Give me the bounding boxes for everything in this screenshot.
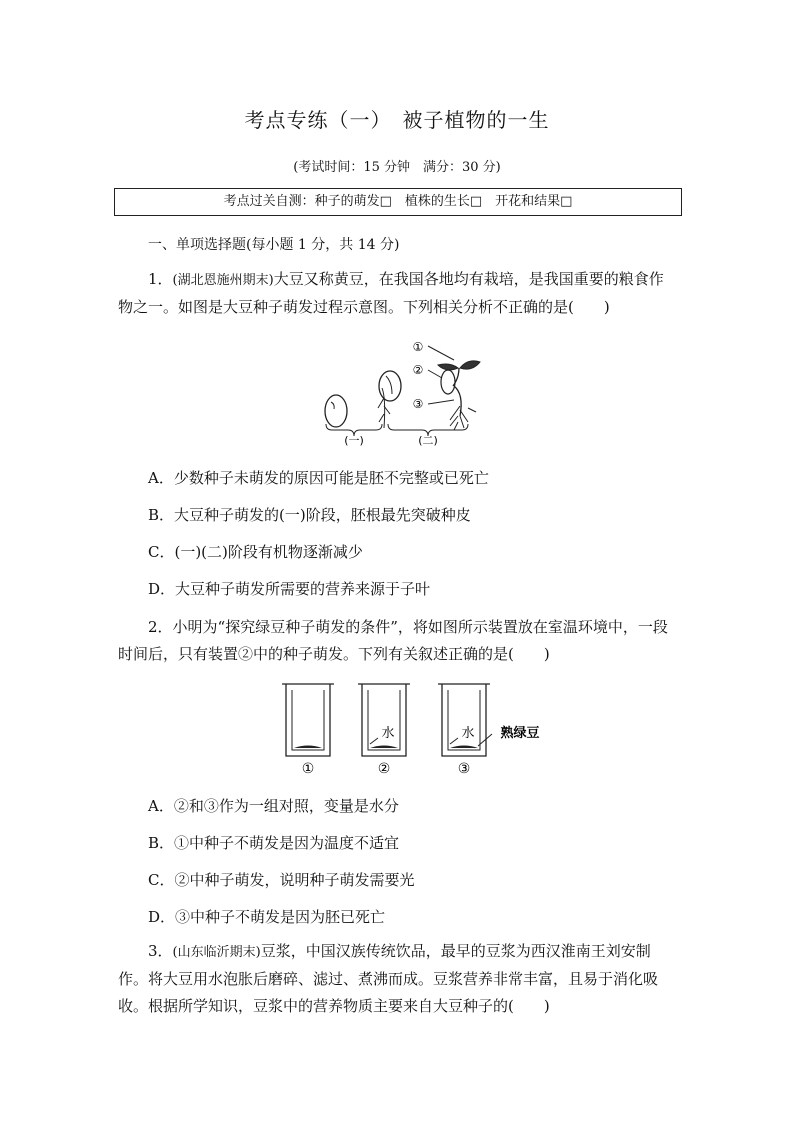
beaker-label-1: ① xyxy=(301,761,315,777)
question-number: 1． xyxy=(148,270,173,288)
seeds-2 xyxy=(370,746,398,749)
pointer-2 xyxy=(428,370,442,378)
cotyledon xyxy=(441,370,455,394)
seeds-3 xyxy=(450,746,478,749)
section-heading: 一、单项选择题(每小题 1 分，共 14 分) xyxy=(148,237,400,253)
germinating-seed xyxy=(379,371,401,401)
seed-shape xyxy=(325,395,347,427)
exam-info: (考试时间：15 分钟 满分：30 分) xyxy=(293,160,501,175)
question-source: (山东临沂期末) xyxy=(172,945,261,960)
q2-option-a: A．②和③作为一组对照，变量是水分 xyxy=(148,797,399,815)
marker-1: ① xyxy=(412,340,424,354)
leaf-right xyxy=(460,361,480,369)
hypocotyl xyxy=(454,386,461,416)
beaker-2 xyxy=(358,684,410,756)
beaker-3 xyxy=(438,684,492,756)
question-stem: 小明为“探究绿豆种子萌发的条件”，将如图所示装置放在室温环境中，一段时间后，只有装置②中的种子萌发。下列有关叙述正确的是( ) xyxy=(118,618,668,663)
question-source: (湖北恩施州期末) xyxy=(172,273,274,288)
question-number: 3． xyxy=(148,942,173,960)
radicle-roots xyxy=(378,388,390,428)
water-label-2: 水 xyxy=(381,726,395,741)
question-stem: 豆浆，中国汉族传统饮品，最早的豆浆为西汉淮南王刘安制作。将大豆用水泡胀后磨碎、滤过、煮沸而成。豆浆营养非常丰富，且易于消化吸收。根据所学知识，豆浆中的营养物质主要来自大豆种子的( ) xyxy=(118,942,659,1015)
question-stem: 大豆又称黄豆，在我国各地均有栽培，是我国重要的粮食作物之一。如图是大豆种子萌发过程示意图。下列相关分析不正确的是( ) xyxy=(118,270,664,316)
pointer-3 xyxy=(428,400,454,404)
stage-label-2: (二) xyxy=(418,434,438,447)
seed-hilum xyxy=(331,402,334,409)
question-3 xyxy=(118,938,678,1020)
q1-option-c: C．(一)(二)阶段有机物逐渐减少 xyxy=(148,543,363,561)
q1-option-a: A．少数种子未萌发的原因可能是胚不完整或已死亡 xyxy=(148,469,489,487)
beaker-label-3: ③ xyxy=(457,761,471,777)
question-2 xyxy=(118,614,678,668)
marker-3: ③ xyxy=(412,397,424,411)
beaker-label-2: ② xyxy=(377,761,391,777)
question-number: 2． xyxy=(148,618,173,636)
seedling-roots xyxy=(450,406,476,430)
selfcheck-text: 考点过关自测：种子的萌发□ 植株的生长□ 开花和结果□ xyxy=(223,194,573,209)
pointer-1 xyxy=(428,346,454,360)
q1-option-b: B．大豆种子萌发的(一)阶段，胚根最先突破种皮 xyxy=(148,506,471,524)
seeds-1 xyxy=(294,746,322,749)
selfcheck-box xyxy=(114,188,682,216)
page-title: 考点专练（一） 被子植物的一生 xyxy=(244,108,550,132)
beaker-setup-figure xyxy=(278,680,550,780)
q1-option-d: D．大豆种子萌发所需要的营养来源于子叶 xyxy=(148,580,431,598)
q2-option-d: D．③中种子不萌发是因为胚已死亡 xyxy=(148,908,386,926)
question-1 xyxy=(118,266,678,321)
q2-option-c: C．②中种子萌发，说明种子萌发需要光 xyxy=(148,871,415,889)
cooked-beans-note: 熟绿豆 xyxy=(500,726,540,741)
leaf-left xyxy=(438,364,458,370)
soybean-germination-figure xyxy=(318,336,500,448)
seed-detail xyxy=(386,376,392,394)
water-label-3: 水 xyxy=(461,726,475,741)
beaker-1 xyxy=(282,684,334,756)
stage-label-1: (一) xyxy=(344,434,364,447)
marker-2: ② xyxy=(412,363,424,377)
q2-option-b: B．①中种子不萌发是因为温度不适宜 xyxy=(148,834,400,852)
